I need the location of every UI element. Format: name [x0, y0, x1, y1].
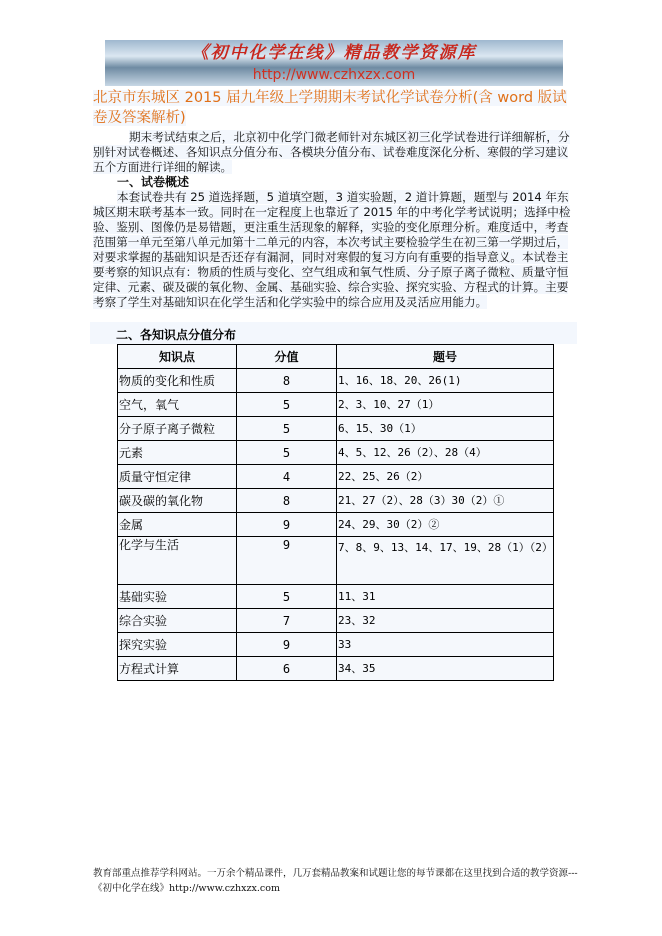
table-row [118, 417, 554, 441]
table-row [118, 369, 554, 393]
knowledge-cell: 元素 [118, 441, 237, 465]
knowledge-cell: 探究实验 [118, 633, 237, 657]
score-cell: 4 [237, 465, 337, 489]
score-cell: 9 [237, 513, 337, 537]
score-cell: 6 [237, 657, 337, 681]
table-header-row [118, 345, 554, 369]
score-cell: 5 [237, 417, 337, 441]
table-row [118, 489, 554, 513]
section1-heading: 一、试卷概述 [117, 175, 190, 189]
site-banner [105, 40, 563, 86]
banner-title: 《初中化学在线》精品教学资源库 [191, 43, 477, 63]
header-knowledge: 知识点 [118, 345, 237, 369]
table-row [118, 657, 554, 681]
questions-cell: 24、29、30（2）② [337, 513, 554, 537]
questions-cell: 22、25、26（2） [337, 465, 554, 489]
table-row [118, 633, 554, 657]
score-cell: 8 [237, 369, 337, 393]
score-cell: 5 [237, 585, 337, 609]
knowledge-cell: 化学与生活 [118, 537, 237, 585]
score-cell: 7 [237, 609, 337, 633]
section2-heading-bar [90, 322, 577, 344]
section2-heading: 二、各知识点分值分布 [116, 328, 237, 342]
table-row [118, 609, 554, 633]
score-cell: 9 [237, 537, 337, 585]
banner-url[interactable]: http://www.czhxzx.com [252, 67, 416, 83]
questions-cell: 11、31 [337, 585, 554, 609]
knowledge-cell: 方程式计算 [118, 657, 237, 681]
score-cell: 8 [237, 489, 337, 513]
questions-cell: 1、16、18、20、26(1) [337, 369, 554, 393]
questions-cell: 4、5、12、26（2）、28（4） [337, 441, 554, 465]
knowledge-cell: 基础实验 [118, 585, 237, 609]
questions-cell: 2、3、10、27（1） [337, 393, 554, 417]
score-cell: 9 [237, 633, 337, 657]
knowledge-cell: 分子原子离子微粒 [118, 417, 237, 441]
table-row [118, 441, 554, 465]
footer-text: 教育部重点推荐学科网站。一万余个精品课件，几万套精品教案和试题让您的每节课都在这里找到合适的教学资源---《初中化学在线》http://www.czhxzx.com [93, 868, 578, 894]
table-row [118, 585, 554, 609]
content-column [93, 0, 578, 681]
table-row [118, 513, 554, 537]
table-row [118, 393, 554, 417]
questions-cell: 7、8、9、13、14、17、19、28（1）（2） [337, 537, 554, 585]
knowledge-cell: 综合实验 [118, 609, 237, 633]
score-cell: 5 [237, 441, 337, 465]
knowledge-cell: 金属 [118, 513, 237, 537]
table-row [118, 537, 554, 585]
knowledge-cell: 碳及碳的氧化物 [118, 489, 237, 513]
questions-cell: 34、35 [337, 657, 554, 681]
questions-cell: 33 [337, 633, 554, 657]
intro-paragraph: 期末考试结束之后，北京初中化学门微老师针对东城区初三化学试卷进行详细解析，分别针对试卷概述、各知识点分值分布、各模块分值分布、试卷难度深化分析、寒假的学习建议五个方面进行详细的解读。 [93, 130, 570, 174]
knowledge-score-table [117, 344, 554, 681]
knowledge-cell: 质量守恒定律 [118, 465, 237, 489]
score-cell: 5 [237, 393, 337, 417]
document-title: 北京市东城区 2015 届九年级上学期期末考试化学试卷分析(含 word 版试卷及答案解析) [93, 90, 567, 126]
header-questions: 题号 [337, 345, 554, 369]
knowledge-cell: 物质的变化和性质 [118, 369, 237, 393]
knowledge-cell: 空气，氧气 [118, 393, 237, 417]
section1-body: 本套试卷共有 25 道选择题，5 道填空题，3 道实验题，2 道计算题，题型与 2014 年东城区期末联考基本一致。同时在一定程度上也靠近了 2015 年的中考化学考试说明；选择中检验、鉴别、图像仍是易错题，更注重生活现象的解释，实验的变化原理分析。难度适中，考查范围第一单元至第八单元加第十二单元的内容，本次考试主要检验学生在初三第一学期过后，对要求掌握的基础知识是否还存有漏洞，同时对寒假的复习方向有重要的指导意义。本试卷主要考察的知识点有：物质的性质与变化、空气组成和氧气性质、分子原子离子微粒、质量守恒定律、元素、碳及碳的氧化物、金属、基础实验、综合实验、探究实验、方程式的计算。主要考察了学生对基础知识在化学生活和化学实验中的综合应用及灵活应用能力。 [93, 190, 571, 309]
table-row [118, 465, 554, 489]
questions-cell: 23、32 [337, 609, 554, 633]
questions-cell: 21、27（2）、28（3）30（2）① [337, 489, 554, 513]
header-score: 分值 [237, 345, 337, 369]
questions-cell: 6、15、30（1） [337, 417, 554, 441]
